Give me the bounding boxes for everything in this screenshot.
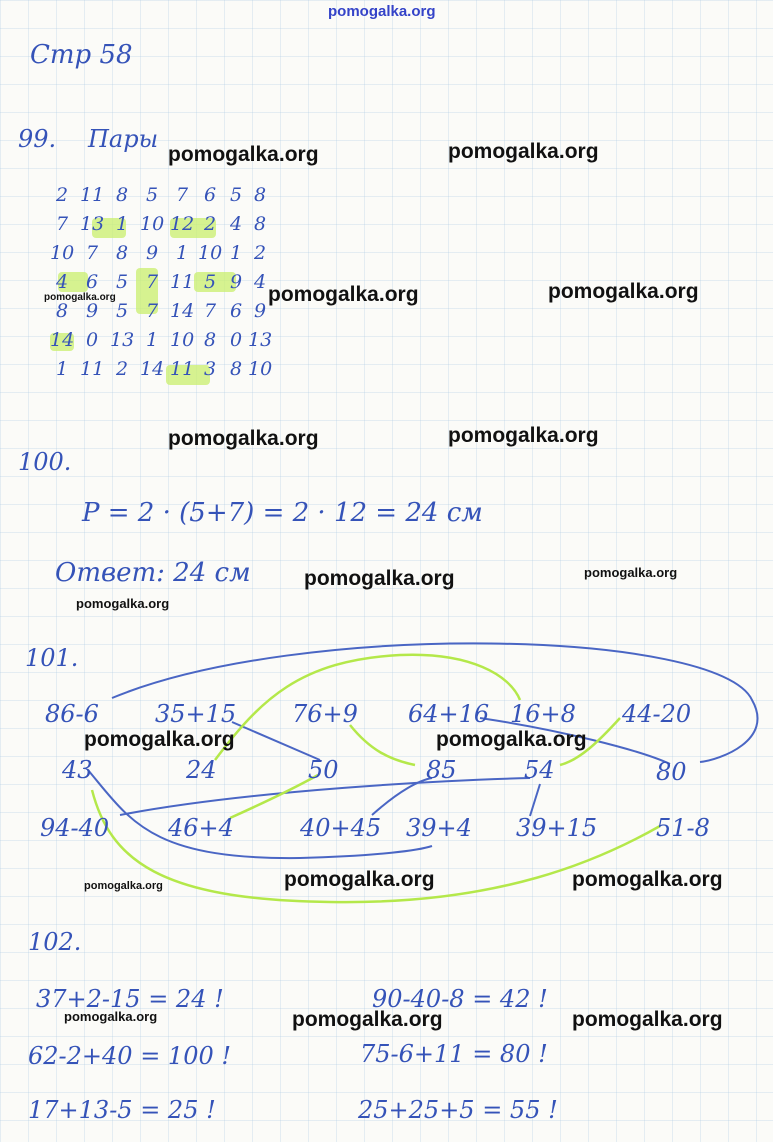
- grid-cell: 6: [203, 184, 217, 206]
- grid-cell: 8: [55, 300, 69, 322]
- grid-cell: 9: [145, 242, 159, 264]
- grid-cell: 6: [229, 300, 243, 322]
- grid-cell: 6: [85, 271, 99, 293]
- grid-cell: 8: [115, 184, 129, 206]
- grid-cell: 5: [115, 300, 129, 322]
- grid-cell: 14: [50, 329, 75, 351]
- ex101-expr: 46+4: [168, 814, 234, 842]
- grid-cell: 0: [85, 329, 99, 351]
- ex101-number: 101.: [25, 644, 79, 672]
- ex102-right-1: 90-40-8 = 42 !: [372, 985, 548, 1013]
- grid-cell: 2: [115, 358, 129, 380]
- grid-cell: 8: [115, 242, 129, 264]
- grid-cell: 11: [80, 358, 105, 380]
- ex100-number: 100.: [18, 448, 72, 476]
- grid-cell: 9: [253, 300, 267, 322]
- grid-cell: 2: [253, 242, 267, 264]
- grid-cell: 11: [80, 184, 105, 206]
- ex101-expr: 51-8: [656, 814, 710, 842]
- ex101-expr: 40+45: [300, 814, 382, 842]
- ex101-expr: 16+8: [510, 700, 576, 728]
- grid-cell: 8: [253, 213, 267, 235]
- watermark: pomogalka.org: [168, 143, 319, 166]
- grid-cell: 8: [229, 358, 243, 380]
- grid-cell: 7: [175, 184, 189, 206]
- ex101-value: 85: [426, 756, 457, 784]
- grid-cell: 7: [145, 271, 159, 293]
- line-54-to-39+15: [530, 784, 540, 816]
- ex102-number: 102.: [28, 928, 82, 956]
- grid-cell: 9: [229, 271, 243, 293]
- grid-cell: 14: [140, 358, 165, 380]
- ex101-expr: 76+9: [292, 700, 358, 728]
- watermark: pomogalka.org: [572, 868, 723, 891]
- ex101-value: 43: [62, 756, 93, 784]
- grid-cell: 13: [110, 329, 135, 351]
- ex101-value: 50: [308, 756, 339, 784]
- watermark: pomogalka.org: [44, 292, 116, 303]
- grid-cell: 10: [140, 213, 165, 235]
- grid-cell: 7: [55, 213, 69, 235]
- grid-cell: 1: [55, 358, 69, 380]
- grid-cell: 13: [80, 213, 105, 235]
- grid-cell: 1: [145, 329, 159, 351]
- grid-cell: 13: [248, 329, 273, 351]
- watermark: pomogalka.org: [284, 868, 435, 891]
- grid-cell: 11: [170, 358, 195, 380]
- ex102-left-2: 62-2+40 = 100 !: [28, 1042, 232, 1070]
- site-header[interactable]: pomogalka.org: [328, 3, 436, 20]
- grid-cell: 0: [229, 329, 243, 351]
- line-76+9-to-85: [350, 725, 415, 765]
- ex99-title: Пары: [88, 125, 159, 153]
- watermark: pomogalka.org: [572, 1008, 723, 1031]
- grid-cell: 10: [170, 329, 195, 351]
- ex101-expr: 35+15: [155, 700, 237, 728]
- ex102-right-2: 75-6+11 = 80 !: [360, 1040, 548, 1068]
- ex102-left-3: 17+13-5 = 25 !: [28, 1096, 216, 1124]
- grid-cell: 5: [145, 184, 159, 206]
- grid-cell: 9: [85, 300, 99, 322]
- watermark: pomogalka.org: [584, 565, 678, 580]
- grid-cell: 2: [203, 213, 217, 235]
- watermark: pomogalka.org: [548, 280, 699, 303]
- grid-cell: 10: [248, 358, 273, 380]
- ex100-formula: P = 2 · (5+7) = 2 · 12 = 24 см: [82, 498, 483, 528]
- grid-cell: 7: [85, 242, 99, 264]
- grid-cell: 14: [170, 300, 195, 322]
- grid-cell: 3: [203, 358, 217, 380]
- watermark: pomogalka.org: [436, 728, 587, 751]
- grid-cell: 5: [115, 271, 129, 293]
- watermark: pomogalka.org: [84, 880, 163, 892]
- grid-cell: 5: [229, 184, 243, 206]
- ex101-value: 24: [186, 756, 217, 784]
- grid-cell: 12: [170, 213, 195, 235]
- grid-cell: 4: [229, 213, 243, 235]
- grid-cell: 4: [55, 271, 69, 293]
- ex102-left-1: 37+2-15 = 24 !: [36, 985, 224, 1013]
- grid-cell: 1: [175, 242, 189, 264]
- page-label: Стр 58: [30, 40, 133, 70]
- watermark: pomogalka.org: [268, 283, 419, 306]
- grid-cell: 4: [253, 271, 267, 293]
- grid-cell: 1: [115, 213, 129, 235]
- grid-cell: 1: [229, 242, 243, 264]
- watermark: pomogalka.org: [304, 567, 455, 590]
- grid-cell: 7: [145, 300, 159, 322]
- ex102-right-3: 25+25+5 = 55 !: [358, 1096, 558, 1124]
- grid-cell: 2: [55, 184, 69, 206]
- ex101-expr: 86-6: [45, 700, 99, 728]
- ex100-answer: Ответ: 24 см: [55, 558, 251, 588]
- grid-cell: 8: [253, 184, 267, 206]
- watermark: pomogalka.org: [448, 424, 599, 447]
- watermark: pomogalka.org: [84, 728, 235, 751]
- ex99-number: 99.: [18, 125, 57, 153]
- ex101-expr: 44-20: [622, 700, 692, 728]
- grid-cell: 7: [203, 300, 217, 322]
- ex101-value: 54: [524, 756, 555, 784]
- ex101-expr: 39+15: [516, 814, 598, 842]
- ex101-expr: 64+16: [408, 700, 490, 728]
- grid-cell: 10: [50, 242, 75, 264]
- watermark: pomogalka.org: [76, 596, 170, 611]
- watermark: pomogalka.org: [168, 427, 319, 450]
- grid-cell: 11: [170, 271, 195, 293]
- watermark: pomogalka.org: [292, 1008, 443, 1031]
- grid-cell: 5: [203, 271, 217, 293]
- ex101-expr: 94-40: [40, 814, 110, 842]
- ex101-expr: 39+4: [406, 814, 472, 842]
- ex101-value: 80: [656, 758, 687, 786]
- watermark: pomogalka.org: [448, 140, 599, 163]
- watermark: pomogalka.org: [64, 1009, 158, 1024]
- grid-cell: 8: [203, 329, 217, 351]
- grid-cell: 10: [198, 242, 223, 264]
